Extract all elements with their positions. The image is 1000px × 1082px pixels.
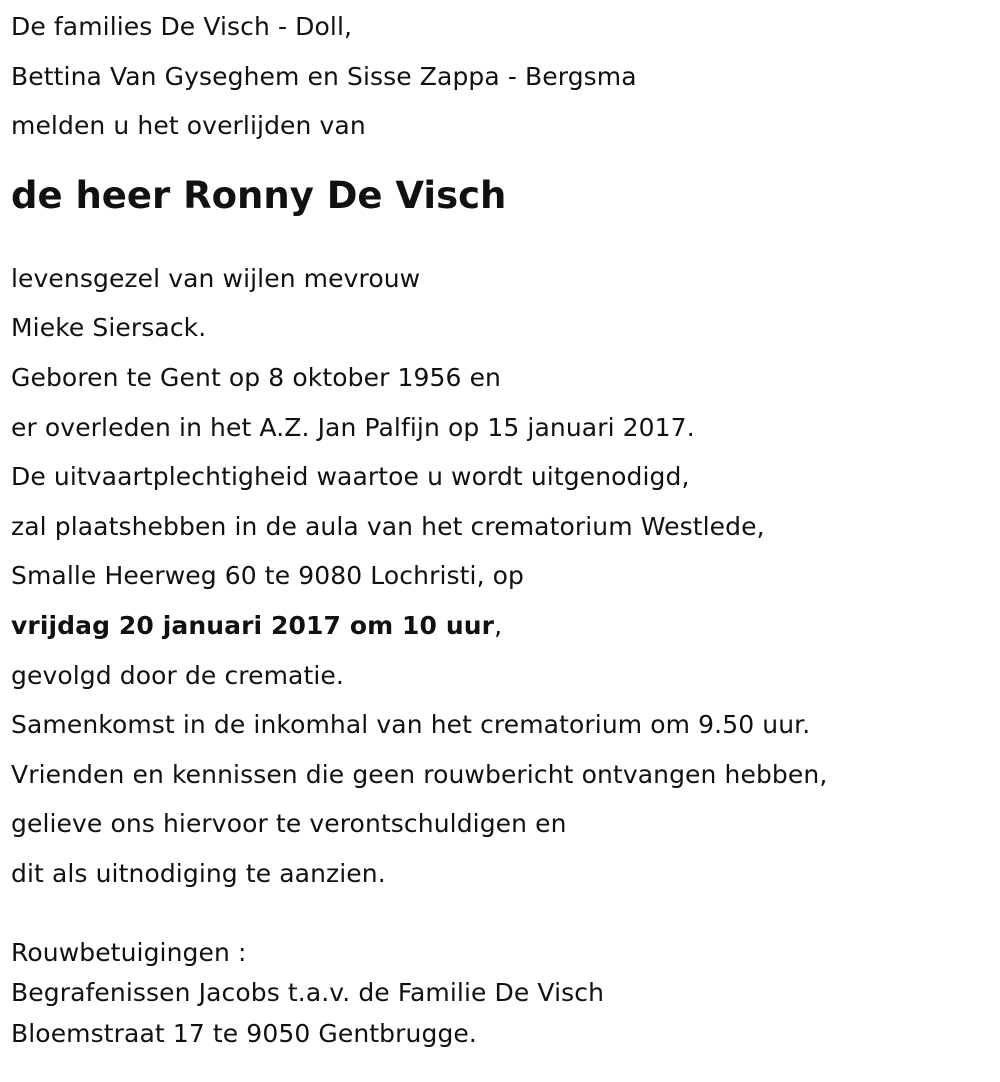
friends-line: Vrienden en kennissen die geen rouwbericht ontvangen hebben, bbox=[11, 759, 828, 789]
cremation-line: gevolgd door de crematie. bbox=[11, 660, 344, 690]
condolences-block bbox=[11, 933, 1000, 1055]
ceremony-date-suffix: , bbox=[494, 610, 503, 640]
condolences-recipient: Begrafenissen Jacobs t.a.v. de Familie De Visch bbox=[11, 978, 605, 1007]
death-line: er overleden in het A.Z. Jan Palfijn op 15 januari 2017. bbox=[11, 412, 695, 442]
venue-line: zal plaatshebben in de aula van het crematorium Westlede, bbox=[11, 511, 765, 541]
partner-name-line: Mieke Siersack. bbox=[11, 313, 207, 343]
obituary-body bbox=[11, 254, 1000, 899]
partner-line: levensgezel van wijlen mevrouw bbox=[11, 263, 421, 293]
ceremony-date: vrijdag 20 januari 2017 om 10 uur bbox=[11, 610, 495, 640]
condolences-address: Bloemstraat 17 te 9050 Gentbrugge. bbox=[11, 1018, 477, 1048]
invitation-note-line: dit als uitnodiging te aanzien. bbox=[11, 858, 386, 888]
invitation-line: De uitvaartplechtigheid waartoe u wordt uitgenodigd, bbox=[11, 462, 690, 492]
deceased-name: de heer Ronny De Visch bbox=[11, 173, 507, 217]
intro-relatives: Bettina Van Gyseghem en Sisse Zappa - Bergsma bbox=[11, 61, 637, 91]
intro-families: De families De Visch - Doll, bbox=[11, 12, 353, 41]
ceremony-date-line bbox=[11, 601, 1000, 651]
birth-line: Geboren te Gent op 8 oktober 1956 en bbox=[11, 362, 502, 392]
apology-line: gelieve ons hiervoor te verontschuldigen en bbox=[11, 809, 567, 839]
address-line: Smalle Heerweg 60 te 9080 Lochristi, op bbox=[11, 561, 525, 591]
condolences-label: Rouwbetuigingen : bbox=[11, 937, 247, 967]
intro-block bbox=[11, 0, 1000, 151]
gathering-line: Samenkomst in de inkomhal van het crematorium om 9.50 uur. bbox=[11, 710, 811, 740]
intro-announcement: melden u het overlijden van bbox=[11, 111, 366, 141]
